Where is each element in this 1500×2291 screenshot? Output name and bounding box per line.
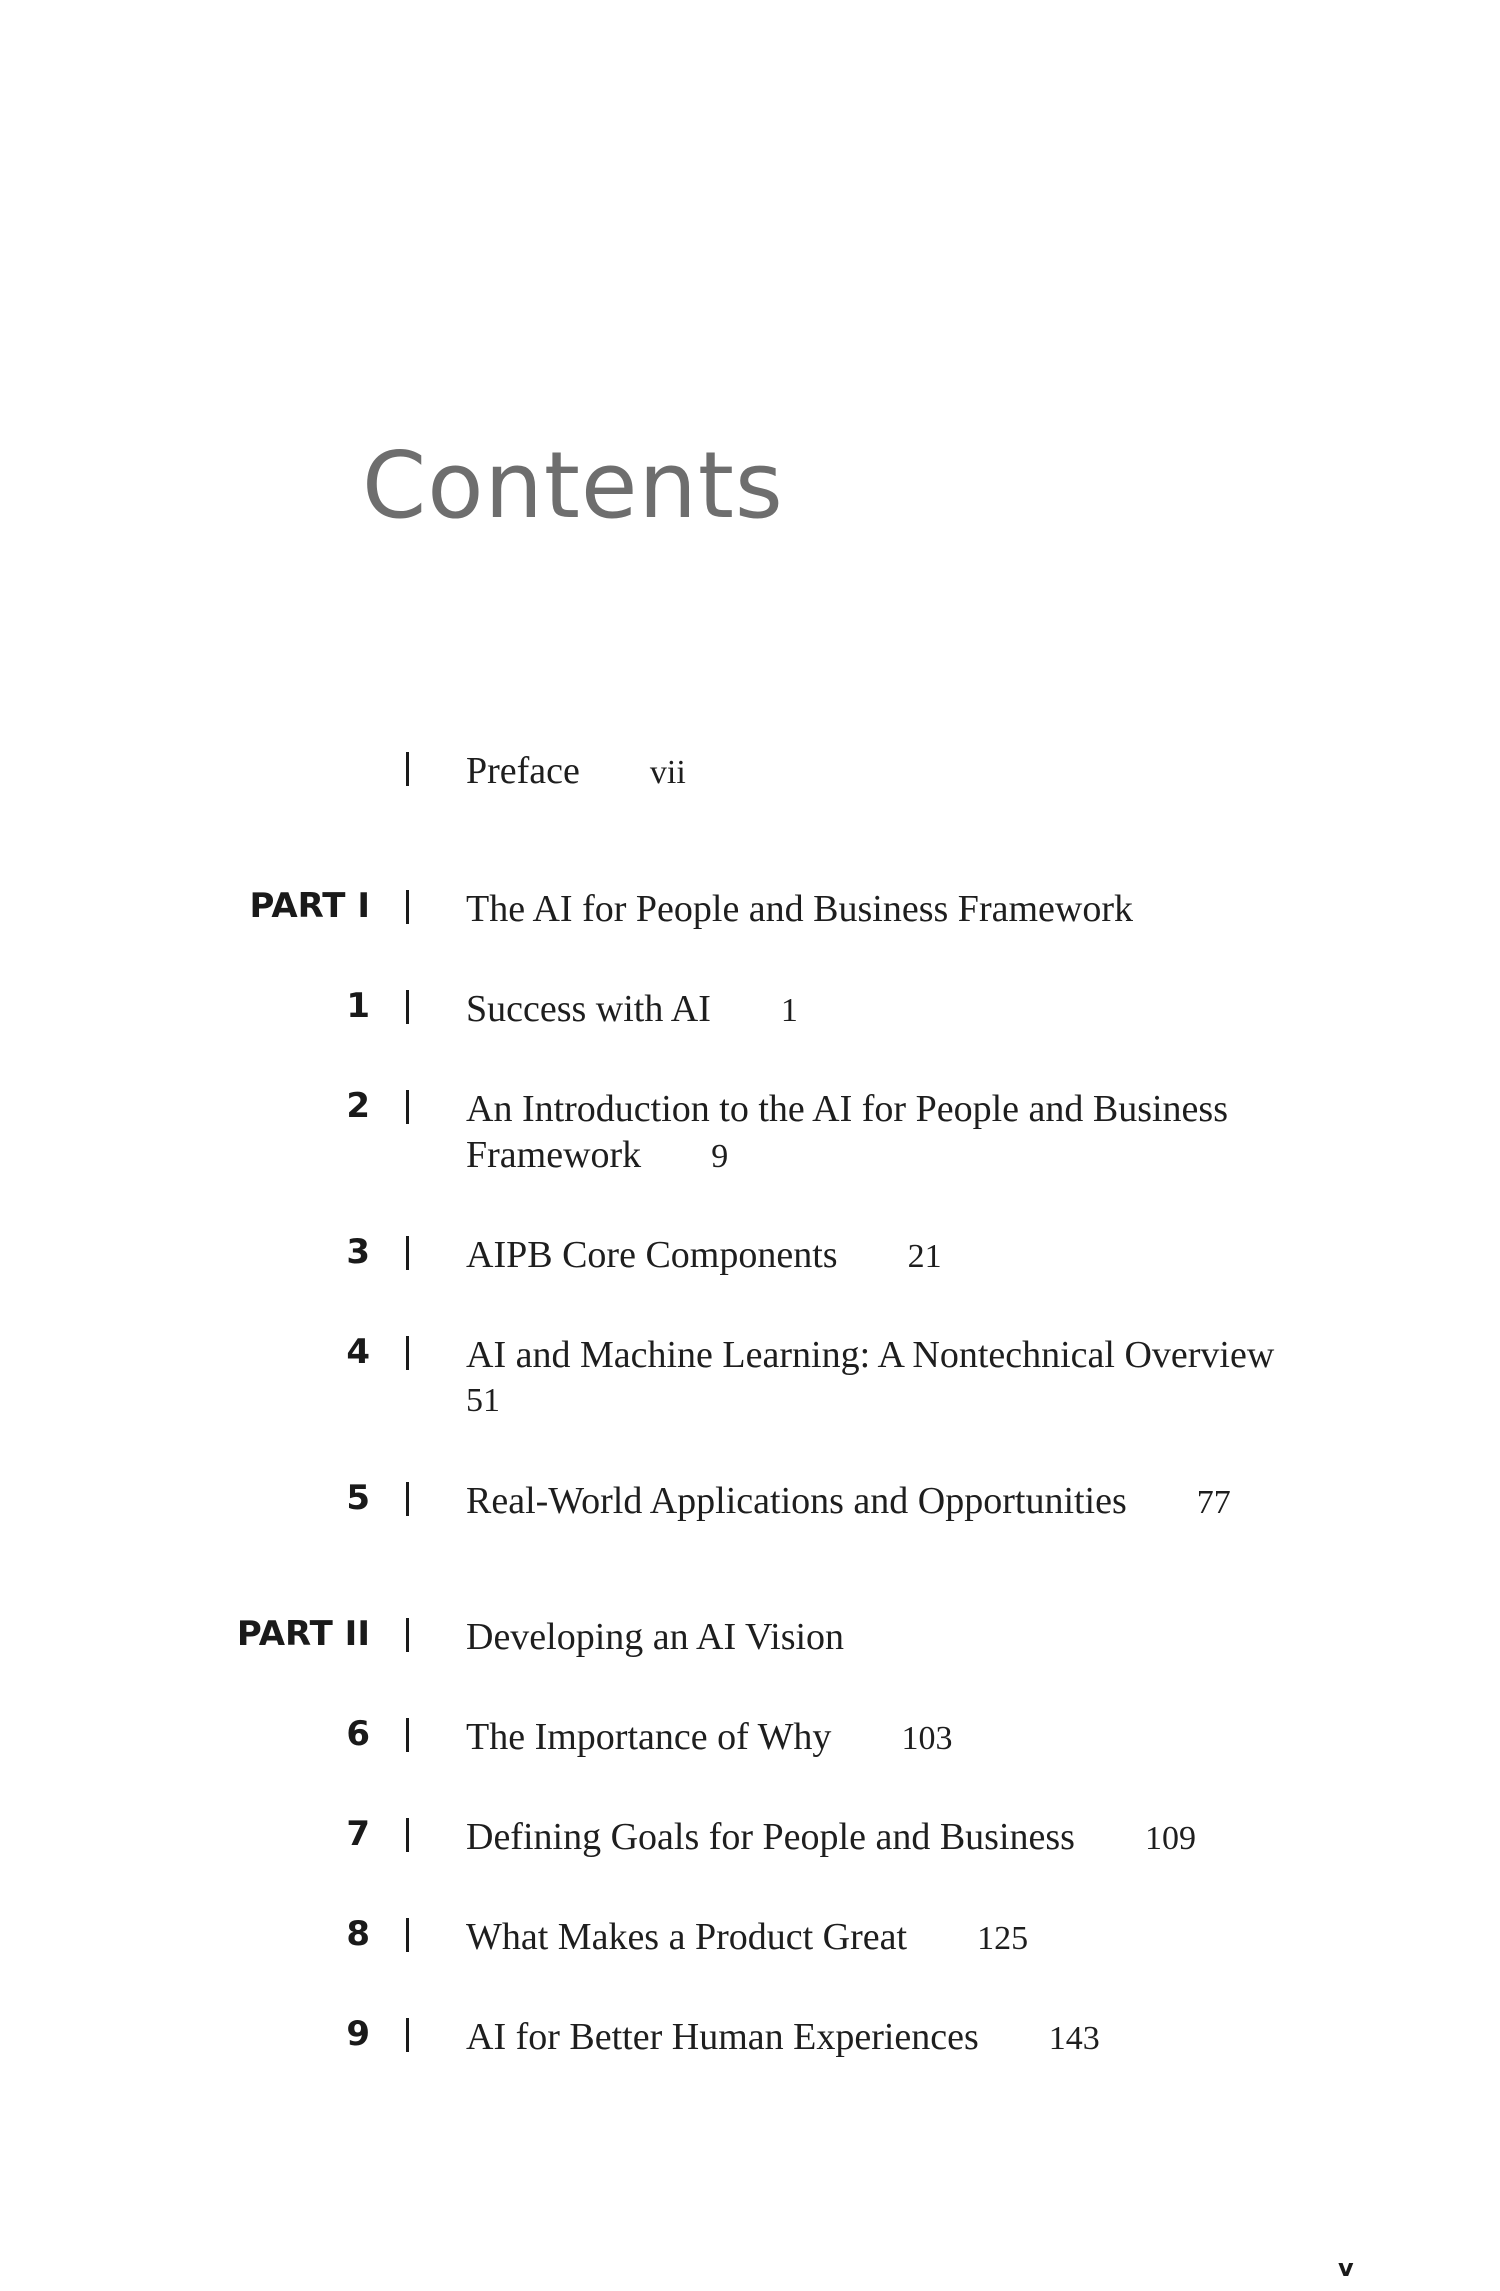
toc-entry-text bbox=[466, 1614, 1306, 1660]
separator-bar bbox=[406, 1336, 409, 1370]
chapter-number: 8 bbox=[346, 1914, 370, 1954]
toc-page-number: 51 bbox=[466, 1382, 500, 1419]
page-title: Contents bbox=[362, 432, 784, 539]
chapter-title: AI and Machine Learning: A Nontechnical Overview bbox=[466, 1334, 1275, 1376]
separator-bar bbox=[406, 1482, 409, 1516]
chapter-title: Success with AI bbox=[466, 988, 711, 1030]
toc-entry-text bbox=[466, 748, 1306, 796]
toc-entry-text bbox=[466, 1232, 1306, 1280]
toc-entry-text bbox=[466, 1086, 1266, 1180]
toc-entry-text bbox=[466, 2014, 1306, 2062]
toc-page-number: vii bbox=[649, 754, 686, 791]
toc-entry-text bbox=[466, 1914, 1306, 1962]
part-title: Developing an AI Vision bbox=[466, 1616, 845, 1658]
chapter-number: 7 bbox=[346, 1814, 370, 1854]
chapter-number: 3 bbox=[346, 1232, 370, 1272]
separator-bar bbox=[406, 1236, 409, 1270]
chapter-number: 5 bbox=[346, 1478, 370, 1518]
part-label: PART II bbox=[236, 1614, 370, 1654]
toc-entry-text bbox=[466, 1332, 1306, 1424]
separator-bar bbox=[406, 1090, 409, 1124]
toc-entry-text bbox=[466, 1814, 1306, 1862]
toc-page-number: 125 bbox=[977, 1920, 1029, 1957]
chapter-title: What Makes a Product Great bbox=[466, 1916, 908, 1958]
chapter-title: AI for Better Human Experiences bbox=[466, 2016, 979, 2058]
toc-page-number: 77 bbox=[1196, 1484, 1231, 1521]
separator-bar bbox=[406, 990, 409, 1024]
toc-page-number: 1 bbox=[780, 992, 798, 1029]
chapter-number: 9 bbox=[346, 2014, 370, 2054]
toc-page-number: 9 bbox=[711, 1138, 729, 1175]
toc-page-number: 109 bbox=[1144, 1820, 1196, 1857]
chapter-title: The Importance of Why bbox=[466, 1716, 832, 1758]
chapter-number: 6 bbox=[346, 1714, 370, 1754]
toc-page-number: 103 bbox=[901, 1720, 953, 1757]
separator-bar bbox=[406, 2018, 409, 2052]
toc-entry-text bbox=[466, 1714, 1306, 1762]
separator-bar bbox=[406, 1818, 409, 1852]
chapter-title: AIPB Core Components bbox=[466, 1234, 838, 1276]
chapter-title: An Introduction to the AI for People and Business Framework bbox=[466, 1088, 1229, 1176]
toc-page-number: 143 bbox=[1048, 2020, 1100, 2057]
toc-page-number: 21 bbox=[907, 1238, 942, 1275]
separator-bar bbox=[406, 752, 409, 786]
toc-entry-text bbox=[466, 1478, 1306, 1526]
separator-bar bbox=[406, 890, 409, 924]
chapter-title: Defining Goals for People and Business bbox=[466, 1816, 1075, 1858]
separator-bar bbox=[406, 1718, 409, 1752]
chapter-number: 1 bbox=[346, 986, 370, 1026]
chapter-title: Real-World Applications and Opportunities bbox=[466, 1480, 1127, 1522]
part-label: PART I bbox=[249, 886, 370, 926]
chapter-number: 2 bbox=[346, 1086, 370, 1126]
chapter-number: 4 bbox=[346, 1332, 370, 1372]
part-title: The AI for People and Business Framework bbox=[466, 888, 1133, 930]
separator-bar bbox=[406, 1618, 409, 1652]
toc-entry-text bbox=[466, 886, 1306, 932]
toc-title: Preface bbox=[466, 750, 580, 792]
separator-bar bbox=[406, 1918, 409, 1952]
toc-entry-text bbox=[466, 986, 1306, 1034]
folio-page-number: v bbox=[1338, 2254, 1354, 2282]
